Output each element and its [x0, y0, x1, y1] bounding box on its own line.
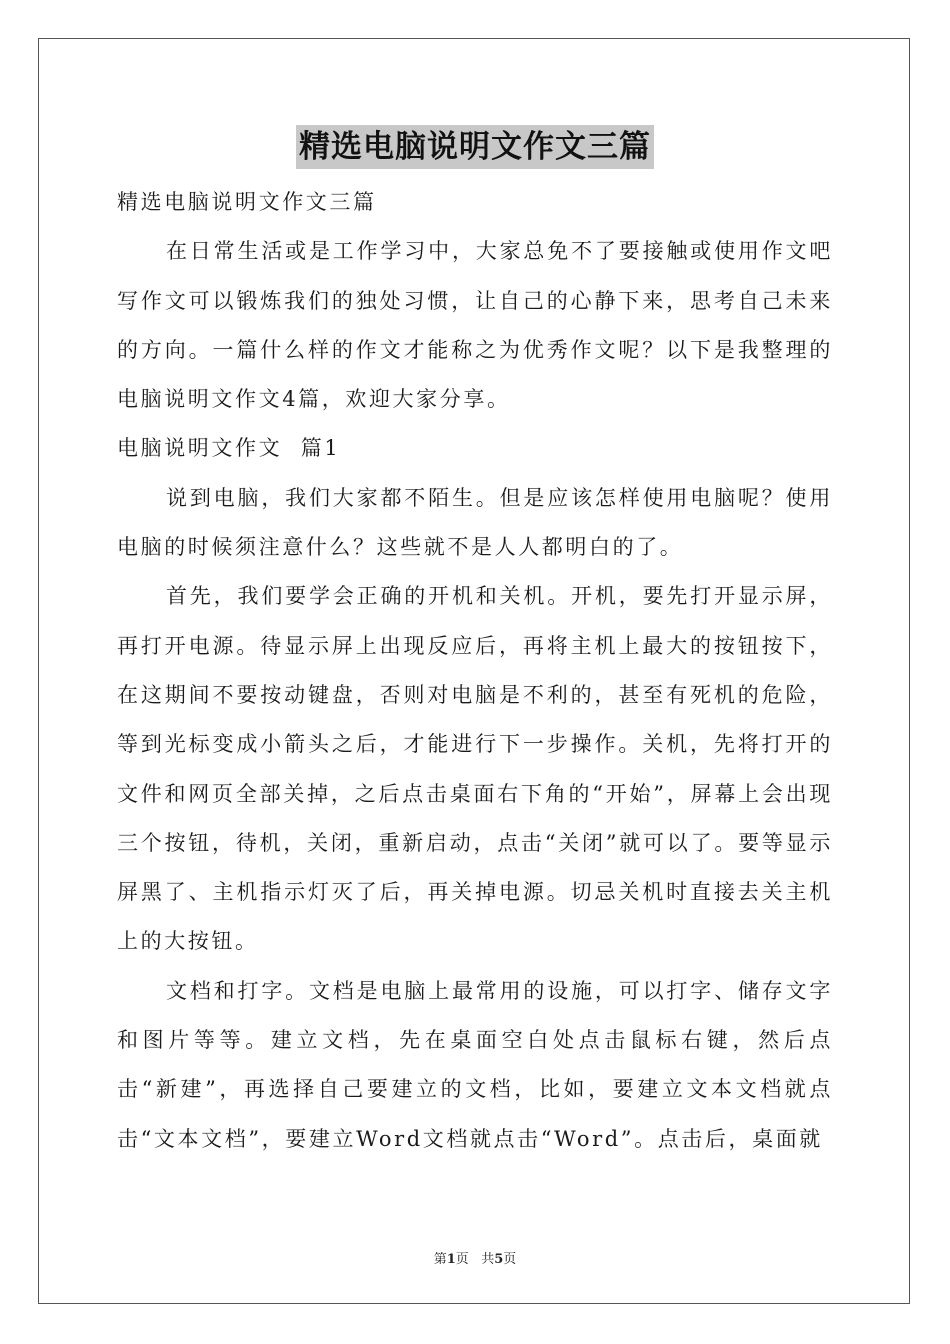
paragraph-body: 文档和打字。文档是电脑上最常用的设施，可以打字、储存文字和图片等等。建立文档，先在桌面空白处点击鼠标右键，然后点击“新建”，再选择自己要建立的文档，比如，要建立文本文档就点击“文本文档”，要建立Word文档就点击“Word”。点击后，桌面就 [117, 978, 833, 1151]
paragraph-body: 首先，我们要学会正确的开机和关机。开机，要先打开显示屏，再打开电源。待显示屏上出现反应后，再将主机上最大的按钮按下，在这期间不要按动键盘，否则对电脑是不利的，甚至有死机的危险，等到光标变成小箭头之后，才能进行下一步操作。关机，先将打开的文件和网页全部关掉，之后点击桌面右下角的“开始”，屏幕上会出现三个按钮，待机，关闭，重新启动，点击“关闭”就可以了。要等显示屏黑了、主机指示灯灭了后，再关掉电源。切忌关机时直接去关主机上的大按钮。 [117, 584, 833, 954]
paragraph-intro: 在日常生活或是工作学习中，大家总免不了要接触或使用作文吧写作文可以锻炼我们的独处习惯，让自己的心静下来，思考自己未来的方向。一篇什么样的作文才能称之为优秀作文呢？以下是我整理的电脑说明文作文4篇，欢迎大家分享。 [117, 239, 833, 412]
paragraph-body: 说到电脑，我们大家都不陌生。但是应该怎样使用电脑呢？使用电脑的时候须注意什么？这些就不是人人都明白的了。 [117, 485, 833, 560]
document-body [117, 178, 833, 1164]
section-heading: 电脑说明文作文 篇1 [117, 436, 341, 461]
footer-total-suffix: 页 [503, 1252, 517, 1267]
footer-page-suffix: 页 [455, 1252, 469, 1267]
paragraph-subtitle: 精选电脑说明文作文三篇 [117, 190, 377, 214]
footer-prefix: 第 [433, 1252, 447, 1267]
document-title: 精选电脑说明文作文三篇 [296, 125, 654, 169]
footer-total-pages: 5 [494, 1252, 504, 1267]
footer-total-prefix: 共 [481, 1252, 495, 1267]
title-container [0, 125, 950, 169]
page-footer [0, 1248, 950, 1267]
footer-page-number: 1 [446, 1252, 456, 1267]
